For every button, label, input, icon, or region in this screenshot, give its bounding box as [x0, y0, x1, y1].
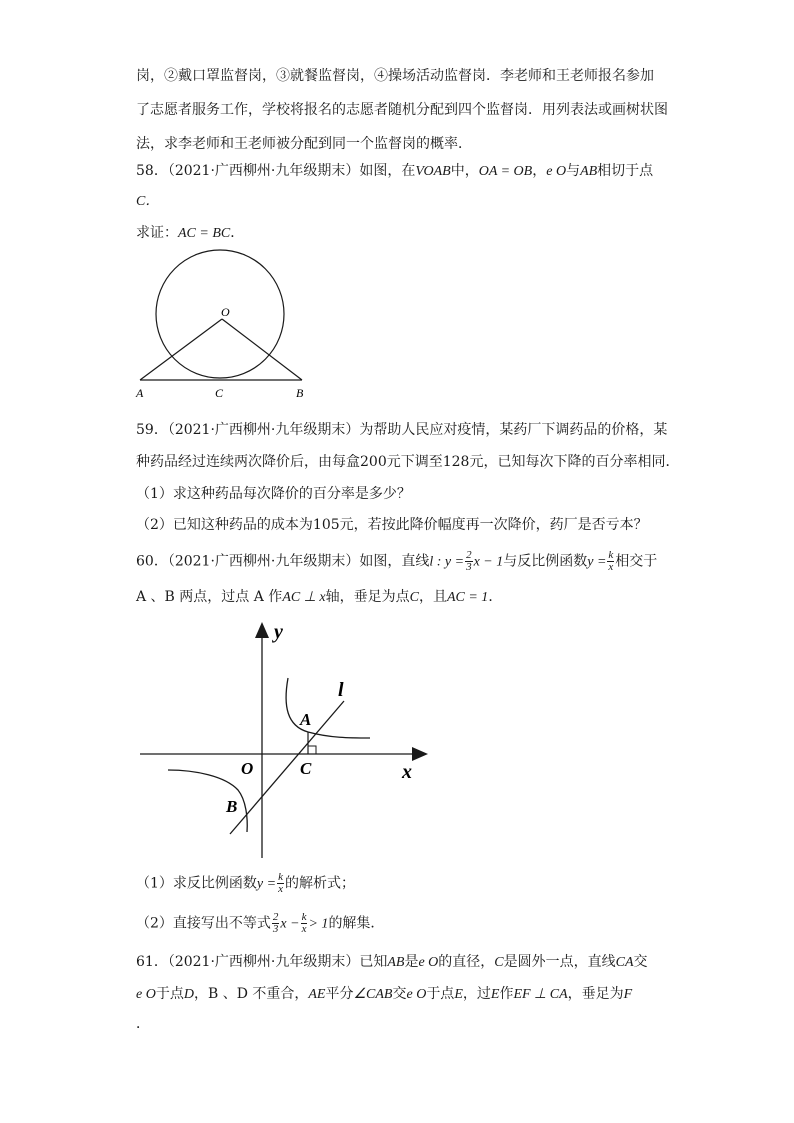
label-o: O — [241, 759, 254, 778]
label-a: A — [300, 710, 312, 729]
label-o: O — [221, 305, 230, 319]
label-c: C — [300, 759, 312, 778]
p59-line-1: 59．（2021·广西柳州·九年级期末）为帮助人民应对疫情，某药厂下调药品的价格，某 — [136, 422, 668, 438]
x-axis-arrow — [412, 747, 428, 761]
p58-figure-circle-triangle — [130, 245, 320, 405]
p60-figure-coordinate-plane — [140, 618, 435, 866]
p58-line-1: 58．（2021·广西柳州·九年级期末）如图，在VOAB中，OA = OB，e O与AB相切于点 — [136, 163, 654, 179]
segment-ob — [222, 319, 302, 380]
p58-prove: 求证：AC = BC． — [136, 225, 245, 241]
label-line-l: l — [338, 679, 344, 701]
hyperbola-branch-1 — [286, 678, 370, 738]
label-b: B — [296, 386, 304, 400]
p57-line-1: 岗，②戴口罩监督岗，③就餐监督岗，④操场活动监督岗．李老师和王老师报名参加 — [136, 68, 654, 84]
ac-bc-equation: AC = BC — [178, 226, 231, 241]
p59-line-2: 种药品经过连续两次降价后，由每盒200元下调至128元，已知每次下降的百分率相同． — [136, 454, 680, 470]
p60-question-1: （1）求反比例函数y = $\frac{k}{x}$ 的解析式； — [136, 871, 355, 895]
right-angle-mark — [308, 746, 316, 754]
oa-ob-equation: OA = OB — [478, 164, 533, 179]
p57-line-2: 了志愿者服务工作，学校将报名的志愿者随机分配到四个监督岗．用列表法或画树状图 — [136, 102, 668, 118]
p60-line-1: 60．（2021·广西柳州·九年级期末）如图，直线l : y = $\frac{2}{3}$ x − 1与反比例函数y = $\frac{k}{x}$ 相交于 — [136, 549, 658, 573]
label-c: C — [215, 386, 224, 400]
p61-line-3: ． — [136, 1016, 150, 1032]
p60-line-2: A 、B 两点，过点 A 作AC ⊥ x轴，垂足为点C，且AC = 1． — [136, 589, 503, 605]
p57-line-3: 法，求李老师和王老师被分配到同一个监督岗的概率． — [136, 136, 472, 152]
p58-line-2: C． — [136, 194, 160, 209]
fraction-k-x: $\frac{k}{x}$ — [608, 549, 614, 573]
label-x-axis: x — [402, 761, 412, 783]
p61-line-1: 61．（2021·广西柳州·九年级期末）已知AB是e O的直径，C是圆外一点，直线CA交 — [136, 954, 648, 970]
triangle-oab: VOAB — [415, 164, 451, 179]
segment-oa — [140, 319, 222, 380]
p60-question-2: （2）直接写出不等式 $\frac{2}{3}$ x − $\frac{k}{x}$ > 1的解集． — [136, 911, 385, 935]
label-y-axis: y — [274, 621, 283, 643]
p61-line-2: e O于点D，B 、D 不重合，AE平分∠CAB交e O于点E，过E作EF ⊥ CA，垂足为F — [136, 986, 633, 1002]
circle-o — [156, 250, 284, 378]
p59-question-2: （2）已知这种药品的成本为105元，若按此降价幅度再一次降价，药厂是否亏本？ — [136, 517, 648, 533]
label-b: B — [226, 797, 238, 816]
p59-question-1: （1）求这种药品每次降价的百分率是多少？ — [136, 486, 411, 502]
fraction-2-3: $\frac{2}{3}$ — [466, 549, 472, 573]
circle-o-symbol: e O — [546, 164, 567, 179]
y-axis-arrow — [255, 622, 269, 638]
label-a: A — [136, 386, 144, 400]
